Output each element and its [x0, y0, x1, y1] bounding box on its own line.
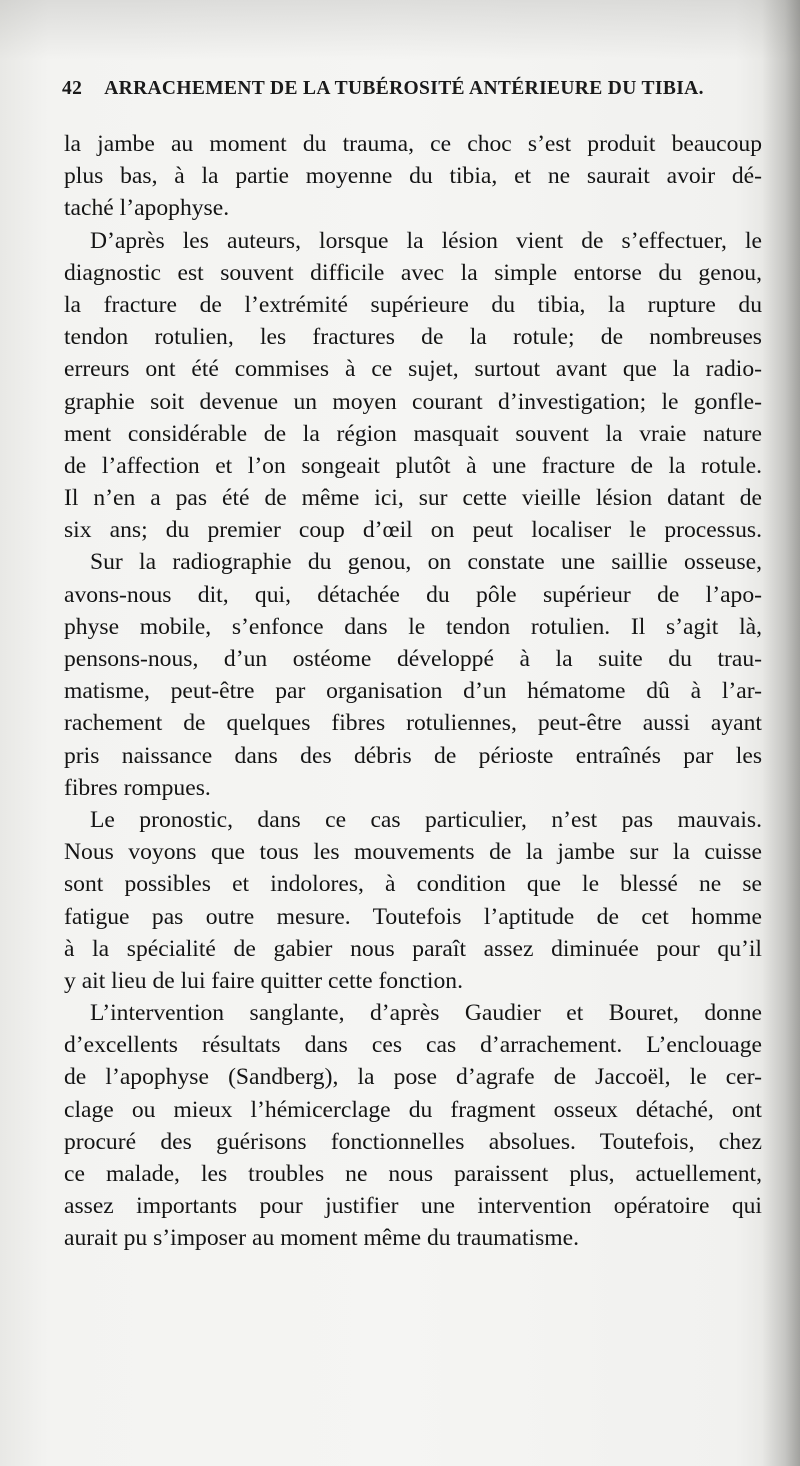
- running-title: ARRACHEMENT DE LA TUBÉROSITÉ ANTÉRIEURE DU TIBIA.: [104, 78, 704, 99]
- text-line: taché l’apophyse.: [64, 195, 230, 222]
- text-line: Il n’en a pas été de même ici, sur cette vieille lésion datant de: [64, 485, 762, 512]
- page-number: 42: [62, 78, 83, 99]
- text-line: clage ou mieux l’hémicerclage du fragment osseux détaché, ont: [64, 1096, 762, 1123]
- text-line: six ans; du premier coup d’œil on peut localiser le processus.: [64, 517, 762, 544]
- text-line: ce malade, les troubles ne nous paraissent plus, actuellement,: [64, 1161, 762, 1187]
- text-line: diagnostic est souvent difficile avec la simple entorse du genou,: [64, 259, 762, 286]
- text-line: matisme, peut-être par organisation d’un hématome dû à l’ar-: [64, 678, 762, 705]
- text-line: procuré des guérisons fonctionnelles absolues. Toutefois, chez: [64, 1128, 762, 1155]
- text-line: y ait lieu de lui faire quitter cette fonction.: [64, 967, 463, 994]
- text-line: D’après les auteurs, lorsque la lésion vient de s’effectuer, le: [90, 227, 762, 254]
- text-line: la jambe au moment du trauma, ce choc s’est produit beaucoup: [64, 131, 762, 157]
- text-line: Sur la radiographie du genou, on constate une saillie osseuse,: [90, 549, 762, 576]
- text-line: de l’apophyse (Sandberg), la pose d’agrafe de Jaccoël, le cer-: [64, 1064, 762, 1091]
- running-head: [62, 78, 752, 108]
- text-line: la fracture de l’extrémité supérieure du tibia, la rupture du: [64, 291, 762, 318]
- text-line: erreurs ont été commises à ce sujet, surtout avant que la radio-: [64, 356, 762, 383]
- page-edge-shadow: [762, 0, 800, 1466]
- text-line: fatigue pas outre mesure. Toutefois l’aptitude de cet homme: [64, 903, 762, 930]
- text-line: physe mobile, s’enfonce dans le tendon rotulien. Il s’agit là,: [64, 613, 762, 640]
- text-line: ment considérable de la région masquait souvent la vraie nature: [64, 420, 762, 447]
- text-line: d’excellents résultats dans ces cas d’arrachement. L’enclouage: [64, 1032, 762, 1059]
- text-line: de l’affection et l’on songeait plutôt à une fracture de la rotule.: [64, 452, 762, 479]
- text-line: rachement de quelques fibres rotuliennes, peut-être aussi ayant: [64, 710, 762, 737]
- text-line: fibres rompues.: [64, 774, 211, 801]
- text-line: sont possibles et indolores, à condition que le blessé ne se: [64, 871, 762, 898]
- text-line: graphie soit devenue un moyen courant d’investigation; le gonfle-: [64, 388, 762, 415]
- text-line: pensons-nous, d’un ostéome développé à la suite du trau-: [64, 646, 762, 672]
- text-line: Le pronostic, dans ce cas particulier, n’est pas mauvais.: [90, 806, 762, 833]
- text-line: avons-nous dit, qui, détachée du pôle supérieur de l’apo-: [64, 581, 762, 608]
- text-line: assez importants pour justifier une intervention opératoire qui: [64, 1193, 762, 1220]
- text-line: Nous voyons que tous les mouvements de la jambe sur la cuisse: [64, 839, 762, 866]
- text-line: aurait pu s’imposer au moment même du traumatisme.: [64, 1225, 579, 1252]
- text-line: plus bas, à la partie moyenne du tibia, et ne saurait avoir dé-: [64, 163, 762, 190]
- body-text: [64, 128, 762, 1255]
- text-line: tendon rotulien, les fractures de la rotule; de nombreuses: [64, 324, 762, 351]
- text-line: à la spécialité de gabier nous paraît assez diminuée pour qu’il: [64, 935, 762, 962]
- page-top-shadow: [0, 0, 800, 60]
- text-line: pris naissance dans des débris de périoste entraînés par les: [64, 742, 762, 769]
- text-line: L’intervention sanglante, d’après Gaudier et Bouret, donne: [90, 1000, 762, 1027]
